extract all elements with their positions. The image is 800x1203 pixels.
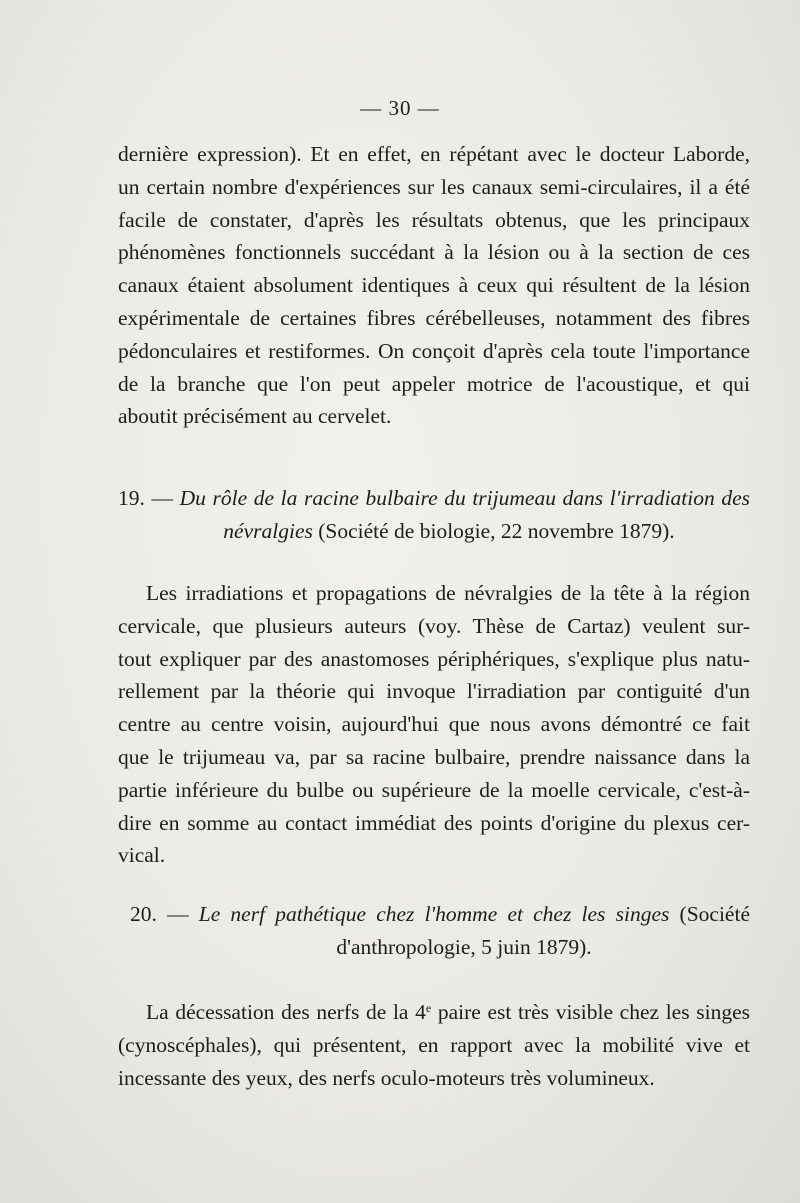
section-19-body xyxy=(118,577,750,872)
section-19-reference: (Société de biologie, 22 novembre 1879). xyxy=(318,518,675,543)
section-19-heading xyxy=(118,482,750,548)
section-20-heading-line-1 xyxy=(118,898,750,931)
text-fragment: paire est très visible chez les singes xyxy=(431,1000,750,1024)
section-19-heading-line-2 xyxy=(118,515,750,548)
section-19-heading-line-1 xyxy=(118,482,750,515)
text-line: dire en somme au contact immédiat des points d'origine du plexus cer- xyxy=(118,810,750,835)
text-line: incessante des yeux, des nerfs oculo-moteurs très volumineux. xyxy=(118,1065,655,1090)
text-line: dernière expression). Et en effet, en répétant avec le docteur Laborde, xyxy=(118,142,750,166)
text-line: Les irradiations et propagations de névralgies de la tête à la région xyxy=(146,581,750,605)
text-line: cervicale, que plusieurs auteurs (voy. Thèse de Cartaz) veulent sur- xyxy=(118,613,750,638)
text-line: que le trijumeau va, par sa racine bulbaire, prendre naissance dans la xyxy=(118,744,750,769)
text-line: canaux étaient absolument identiques à ceux qui résultent de la lésion xyxy=(118,273,750,298)
text-line: facile de constater, d'après les résultats obtenus, que les principaux xyxy=(118,207,750,232)
section-20-reference-start: (Société xyxy=(679,902,750,926)
section-20-number: 20. — xyxy=(130,902,189,926)
text-line: aboutit précisément au cervelet. xyxy=(118,404,392,429)
superscript: e xyxy=(425,1001,432,1015)
paragraph-continuation xyxy=(118,138,750,433)
text-line: vical. xyxy=(118,843,166,868)
text-line: tout expliquer par des anastomoses périphériques, s'explique plus natu- xyxy=(118,646,750,671)
page-number: — 30 — xyxy=(360,96,440,120)
text-line: pédonculaires et restiformes. On conçoit d'après cela toute l'importance xyxy=(118,338,750,363)
section-20-reference: d'anthropologie, 5 juin 1879). xyxy=(336,934,592,959)
text-line: (cynoscéphales), qui présentent, en rapport avec la mobilité vive et xyxy=(118,1032,750,1057)
text-line: phénomènes fonctionnels succédant à la lésion ou à la section de ces xyxy=(118,240,750,265)
text-line: de la branche que l'on peut appeler motrice de l'acoustique, et qui xyxy=(118,371,750,396)
section-19-title: Du rôle de la racine bulbaire du trijumeau dans l'irradiation des xyxy=(179,486,751,510)
text-fragment: La décessation des nerfs de la 4 xyxy=(146,1000,426,1024)
text-line: un certain nombre d'expériences sur les canaux semi-circulaires, il a été xyxy=(118,174,750,199)
section-20-heading xyxy=(118,898,750,964)
text-line: expérimentale de certaines fibres cérébelleuses, notamment des fibres xyxy=(118,305,750,330)
text-line: centre au centre voisin, aujourd'hui que nous avons démontré ce fait xyxy=(118,712,750,737)
section-20-body xyxy=(118,992,750,1094)
text-line: rellement par la théorie qui invoque l'irradiation par contiguité d'un xyxy=(118,679,750,704)
text-line: partie inférieure du bulbe ou supérieure de la moelle cervicale, c'est-à- xyxy=(118,777,750,802)
text-line xyxy=(118,992,750,1029)
section-19-title-continued: névralgies xyxy=(223,518,313,543)
section-19-number: 19. — xyxy=(118,486,173,510)
section-20-title: Le nerf pathétique chez l'homme et chez les singes xyxy=(198,902,670,926)
